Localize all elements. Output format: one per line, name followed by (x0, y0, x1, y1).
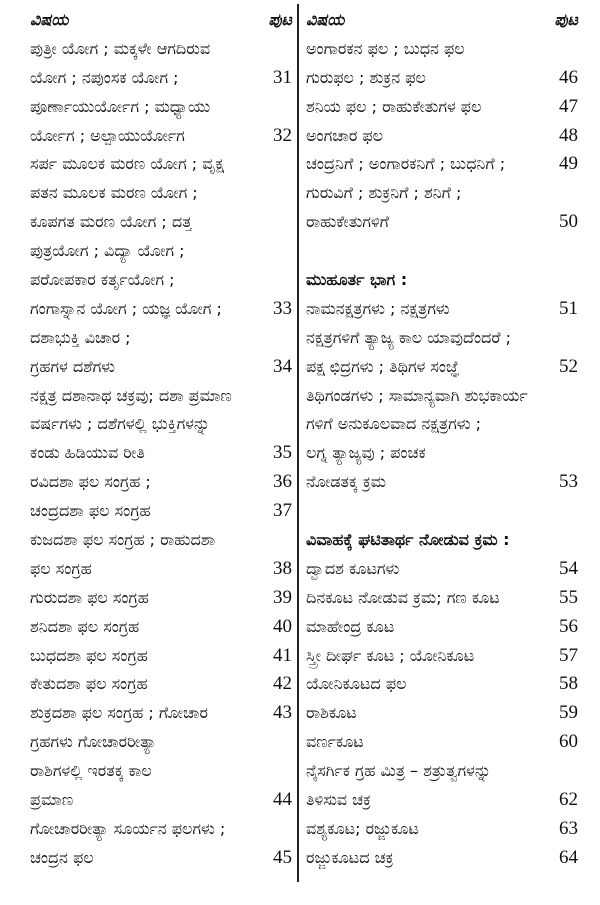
entry-page-number (288, 324, 292, 353)
entry-page-number: 36 (273, 471, 292, 493)
entry-page-number (288, 815, 292, 844)
entry-title: ರಾಶಿಕೂಟ (306, 703, 357, 723)
entry-title: ದಶಾಭುಕ್ತಿ ವಿಚಾರ ; (30, 327, 131, 347)
toc-entry (30, 844, 292, 873)
entry-page-number (574, 237, 578, 266)
entry-title: ಪೂರ್ಣಾಯುರ್ಯೋಗ ; ಮಧ್ಯಾಯು (30, 96, 211, 116)
toc-entry (306, 613, 578, 642)
toc-entry (30, 468, 292, 497)
entry-title: ಶನಿದಶಾ ಫಲ ಸಂಗ್ರಹ (30, 616, 140, 636)
entry-title: ಗುರುಫಲ ; ಶುಕ್ರನ ಫಲ (306, 67, 426, 87)
entry-page-number: 39 (273, 586, 292, 608)
toc-entry (306, 150, 578, 179)
entry-title: ಶನಿಯ ಫಲ ; ರಾಹುಕೇತುಗಳ ಫಲ (306, 96, 482, 116)
right-column (306, 6, 578, 873)
toc-entry (306, 93, 578, 122)
entry-page-number: 54 (559, 557, 578, 579)
entry-page-number (574, 266, 578, 295)
entry-title: ಮಾಹೇಂದ್ರ ಕೂಟ (306, 616, 395, 636)
entry-title: ಗೋಚಾರರೀತ್ಯಾ ಸೂರ್ಯನ ಫಲಗಳು ; (30, 818, 226, 838)
entry-title: ಫಲ ಸಂಗ್ರಹ (30, 558, 92, 578)
entry-page-number: 32 (273, 124, 292, 146)
toc-entry (30, 93, 292, 122)
toc-entry (30, 439, 292, 468)
entry-page-number: 31 (273, 66, 292, 88)
toc-entry (30, 555, 292, 584)
entry-title: ದ್ವಾದಶ ಕೂಟಗಳು (306, 558, 400, 578)
toc-entry (306, 353, 578, 382)
entry-page-number: 42 (273, 673, 292, 695)
toc-entry (306, 786, 578, 815)
toc-entry (306, 324, 578, 353)
entry-title: ನೋಡತಕ್ಕ ಕ್ರಮ (306, 472, 386, 492)
entry-page-number (288, 179, 292, 208)
toc-entry (306, 757, 578, 786)
toc-entry (30, 815, 292, 844)
toc-entry (306, 699, 578, 728)
entry-page-number: 50 (559, 211, 578, 233)
entry-title: ರಾಶಿಗಳಲ್ಲಿ ಇರತಕ್ಕ ಕಾಲ (30, 761, 152, 781)
toc-entry (306, 382, 578, 411)
entry-page-number (574, 382, 578, 411)
entry-page-number: 53 (559, 471, 578, 493)
entry-title: ಗ್ರಹಗಳ ದಶೆಗಳು (30, 356, 116, 376)
toc-entry (30, 353, 292, 382)
entry-page-number: 63 (559, 817, 578, 839)
entry-page-number: 52 (559, 355, 578, 377)
entry-title: ವಶ್ಯಕೂಟ; ರಜ್ಜುಕೂಟ (306, 818, 419, 838)
entry-title: ತಿಥಿಗಂಡಗಳು ; ಸಾಮಾನ್ಯವಾಗಿ ಶುಭಕಾರ್ಯ (306, 385, 528, 405)
entry-title: ಅಂಗಚಾರ ಫಲ (306, 125, 384, 145)
entry-page-number: 37 (273, 500, 292, 522)
entry-title: ರಜ್ಜುಕೂಟದ ಚಕ್ರ (306, 847, 394, 867)
toc-entry (306, 179, 578, 208)
entry-page-number (288, 35, 292, 64)
entry-title: ಸ್ತ್ರೀ ದೀರ್ಘ ಕೂಟ ; ಯೋನಿಕೂಟ (306, 645, 475, 665)
entry-page-number: 58 (559, 673, 578, 695)
toc-entry (30, 179, 292, 208)
entry-page-number (288, 266, 292, 295)
toc-entry (30, 642, 292, 671)
toc-entry (306, 670, 578, 699)
entry-page-number: 34 (273, 355, 292, 377)
entry-title: ಬುಧದಶಾ ಫಲ ಸಂಗ್ರಹ (30, 645, 148, 665)
entry-page-number (574, 410, 578, 439)
toc-entry (30, 613, 292, 642)
entry-page-number (574, 526, 578, 555)
entry-title: ವರ್ಷಗಳು ; ದಶೆಗಳಲ್ಲಿ ಭುಕ್ತಿಗಳನ್ನು (30, 414, 211, 434)
entry-title: ಕುಜದಶಾ ಫಲ ಸಂಗ್ರಹ ; ರಾಹುದಶಾ (30, 530, 216, 550)
entry-title: ಅಂಗಾರಕನ ಫಲ ; ಬುಧನ ಫಲ (306, 38, 465, 58)
entry-title: ಗಂಗಾಸ್ನಾನ ಯೋಗ ; ಯಜ್ಞ ಯೋಗ ; (30, 298, 222, 318)
toc-entry (306, 122, 578, 151)
column-header (306, 6, 578, 35)
left-column (30, 6, 292, 873)
entry-page-number (288, 150, 292, 179)
entry-title: ಶುಕ್ರದಶಾ ಫಲ ಸಂಗ್ರಹ ; ಗೋಚಾರ (30, 703, 208, 723)
toc-entry (30, 237, 292, 266)
toc-entry (306, 584, 578, 613)
toc-entry (30, 699, 292, 728)
entry-title: ಕೇತುದಶಾ ಫಲ ಸಂಗ್ರಹ (30, 674, 148, 694)
page-heading: ಪುಟ (268, 10, 292, 29)
entry-page-number (288, 728, 292, 757)
toc-entry (30, 786, 292, 815)
entry-title: ಗುರುವಿಗೆ ; ಶುಕ್ರನಿಗೆ ; ಶನಿಗೆ ; (306, 183, 462, 203)
entry-title: ಚಂದ್ರನಿಗೆ ; ಅಂಗಾರಕನಿಗೆ ; ಬುಧನಿಗೆ ; (306, 154, 506, 174)
entry-page-number: 46 (559, 66, 578, 88)
entry-page-number (288, 237, 292, 266)
entry-page-number: 60 (559, 731, 578, 753)
toc-entry (306, 237, 578, 266)
entry-title: ಗ್ರಹಗಳು ಗೋಚಾರರೀತ್ಯಾ (30, 732, 157, 752)
toc-entry (306, 728, 578, 757)
toc-entry (30, 295, 292, 324)
toc-entry (306, 410, 578, 439)
toc-entry (306, 35, 578, 64)
toc-entry (306, 64, 578, 93)
entry-page-number: 59 (559, 702, 578, 724)
toc-entry (306, 439, 578, 468)
entry-title: ಯೋಗ ; ನಪುಂಸಕ ಯೋಗ ; (30, 67, 179, 87)
toc-entry (306, 468, 578, 497)
entry-page-number: 47 (559, 95, 578, 117)
toc-entry (30, 410, 292, 439)
section-heading (306, 266, 578, 295)
entry-page-number: 38 (273, 557, 292, 579)
entry-page-number: 55 (559, 586, 578, 608)
entry-page-number (288, 526, 292, 555)
entry-page-number: 44 (273, 789, 292, 811)
entry-page-number (574, 439, 578, 468)
entry-title: ಯೋನಿಕೂಟದ ಫಲ (306, 674, 407, 694)
entry-title: ಪತನ ಮೂಲಕ ಮರಣ ಯೋಗ ; (30, 183, 198, 203)
entry-title: ನಾಮನಕ್ಷತ್ರಗಳು ; ನಕ್ಷತ್ರಗಳು (306, 298, 450, 318)
entry-title: ಮುಹೂರ್ತ ಭಾಗ : (306, 270, 408, 290)
entry-title: ರಾಹುಕೇತುಗಳಿಗೆ (306, 212, 389, 232)
toc-entry (30, 64, 292, 93)
toc-entry (30, 35, 292, 64)
toc-entry (306, 295, 578, 324)
page-heading: ಪುಟ (554, 10, 578, 29)
entry-title: ತಿಳಿಸುವ ಚಕ್ರ (306, 790, 371, 810)
entry-page-number: 48 (559, 124, 578, 146)
entry-page-number (288, 382, 292, 411)
entry-page-number: 57 (559, 644, 578, 666)
column-header (30, 6, 292, 35)
toc-entry (30, 266, 292, 295)
entry-page-number: 51 (559, 297, 578, 319)
toc-entry (306, 844, 578, 873)
subject-heading: ವಿಷಯ (306, 10, 345, 29)
entry-page-number: 40 (273, 615, 292, 637)
toc-entry (30, 526, 292, 555)
entry-title: ಪುತ್ರೀ ಯೋಗ ; ಮಕ್ಕಳೇ ಆಗದಿರುವ (30, 38, 211, 58)
toc-entry (30, 584, 292, 613)
entry-page-number: 49 (559, 153, 578, 175)
toc-entry (306, 815, 578, 844)
entry-page-number (288, 208, 292, 237)
entry-page-number (288, 410, 292, 439)
entry-title: ರ್ಯೋಗ ; ಅಲ್ಪಾಯುರ್ಯೋಗ (30, 125, 185, 145)
entry-title: ಕೂಪಗತ ಮರಣ ಯೋಗ ; ದತ್ತ (30, 212, 193, 232)
entry-title: ಪಕ್ಷ ಛಿದ್ರಗಳು ; ತಿಥಿಗಳ ಸಂಜ್ಞೆ (306, 356, 460, 376)
entry-title: ನಕ್ಷತ್ರ ದಶಾನಾಥ ಚಕ್ರವು; ದಶಾ ಪ್ರಮಾಣ (30, 385, 232, 405)
toc-entry (30, 497, 292, 526)
entry-page-number: 41 (273, 644, 292, 666)
entry-title: ಪರೋಪಕಾರ ಕರ್ತೃಯೋಗ ; (30, 270, 175, 290)
toc-entry (30, 382, 292, 411)
entry-page-number (288, 93, 292, 122)
entry-title: ಪುತ್ರಯೋಗ ; ವಿದ್ಯಾ ಯೋಗ ; (30, 241, 185, 261)
entry-page-number: 62 (559, 789, 578, 811)
entry-page-number: 45 (273, 846, 292, 868)
entry-page-number (288, 757, 292, 786)
entry-title: ಸರ್ಪ ಮೂಲಕ ಮರಣ ಯೋಗ ; ವೃಕ್ಷ (30, 154, 225, 174)
entry-title: ಗಳಿಗೆ ಅನುಕೂಲವಾದ ನಕ್ಷತ್ರಗಳು ; (306, 414, 482, 434)
toc-entry (306, 642, 578, 671)
entry-page-number: 35 (273, 442, 292, 464)
toc-entry (30, 728, 292, 757)
entry-page-number (574, 35, 578, 64)
entry-page-number: 64 (559, 846, 578, 868)
section-heading (306, 526, 578, 555)
toc-entry (30, 208, 292, 237)
entry-title: ನಕ್ಷತ್ರಗಳಿಗೆ ತ್ಯಾಜ್ಯ ಕಾಲ ಯಾವುದೆಂದರೆ ; (306, 327, 511, 347)
entry-page-number: 43 (273, 702, 292, 724)
toc-entry (30, 122, 292, 151)
entry-page-number (574, 497, 578, 526)
entry-title: ವಿವಾಹಕ್ಕೆ ಘಟಿತಾರ್ಥ ನೋಡುವ ಕ್ರಮ : (306, 530, 510, 550)
entry-title: ದಿನಕೂಟ ನೋಡುವ ಕ್ರಮ; ಗಣ ಕೂಟ (306, 587, 500, 607)
toc-entry (306, 555, 578, 584)
entry-page-number: 56 (559, 615, 578, 637)
entry-title: ವರ್ಣಕೂಟ (306, 732, 364, 752)
entry-title: ನೈಸರ್ಗಿಕ ಗ್ರಹ ಮಿತ್ರ – ಶತ್ರುತ್ವಗಳನ್ನು (306, 761, 492, 781)
entry-title: ಲಗ್ನ ತ್ಯಾಜ್ಯವು ; ಪಂಚಕ (306, 443, 426, 463)
entry-page-number (574, 324, 578, 353)
toc-entry (306, 208, 578, 237)
entry-page-number: 33 (273, 297, 292, 319)
entry-title: ಕಂಡು ಹಿಡಿಯುವ ರೀತಿ (30, 443, 145, 463)
entry-title: ರವಿದಶಾ ಫಲ ಸಂಗ್ರಹ ; (30, 472, 151, 492)
entry-title: ಪ್ರಮಾಣ (30, 790, 74, 810)
toc-entry (30, 150, 292, 179)
toc-entry (30, 324, 292, 353)
entry-title: ಚಂದ್ರದಶಾ ಫಲ ಸಂಗ್ರಹ (30, 501, 151, 521)
toc-entry (306, 497, 578, 526)
column-divider (297, 4, 299, 882)
toc-entry (30, 670, 292, 699)
entry-title: ಚಂದ್ರನ ಫಲ (30, 847, 94, 867)
entry-page-number (574, 179, 578, 208)
subject-heading: ವಿಷಯ (30, 10, 69, 29)
toc-entry (30, 757, 292, 786)
entry-page-number (574, 757, 578, 786)
entry-title: ಗುರುದಶಾ ಫಲ ಸಂಗ್ರಹ (30, 587, 149, 607)
